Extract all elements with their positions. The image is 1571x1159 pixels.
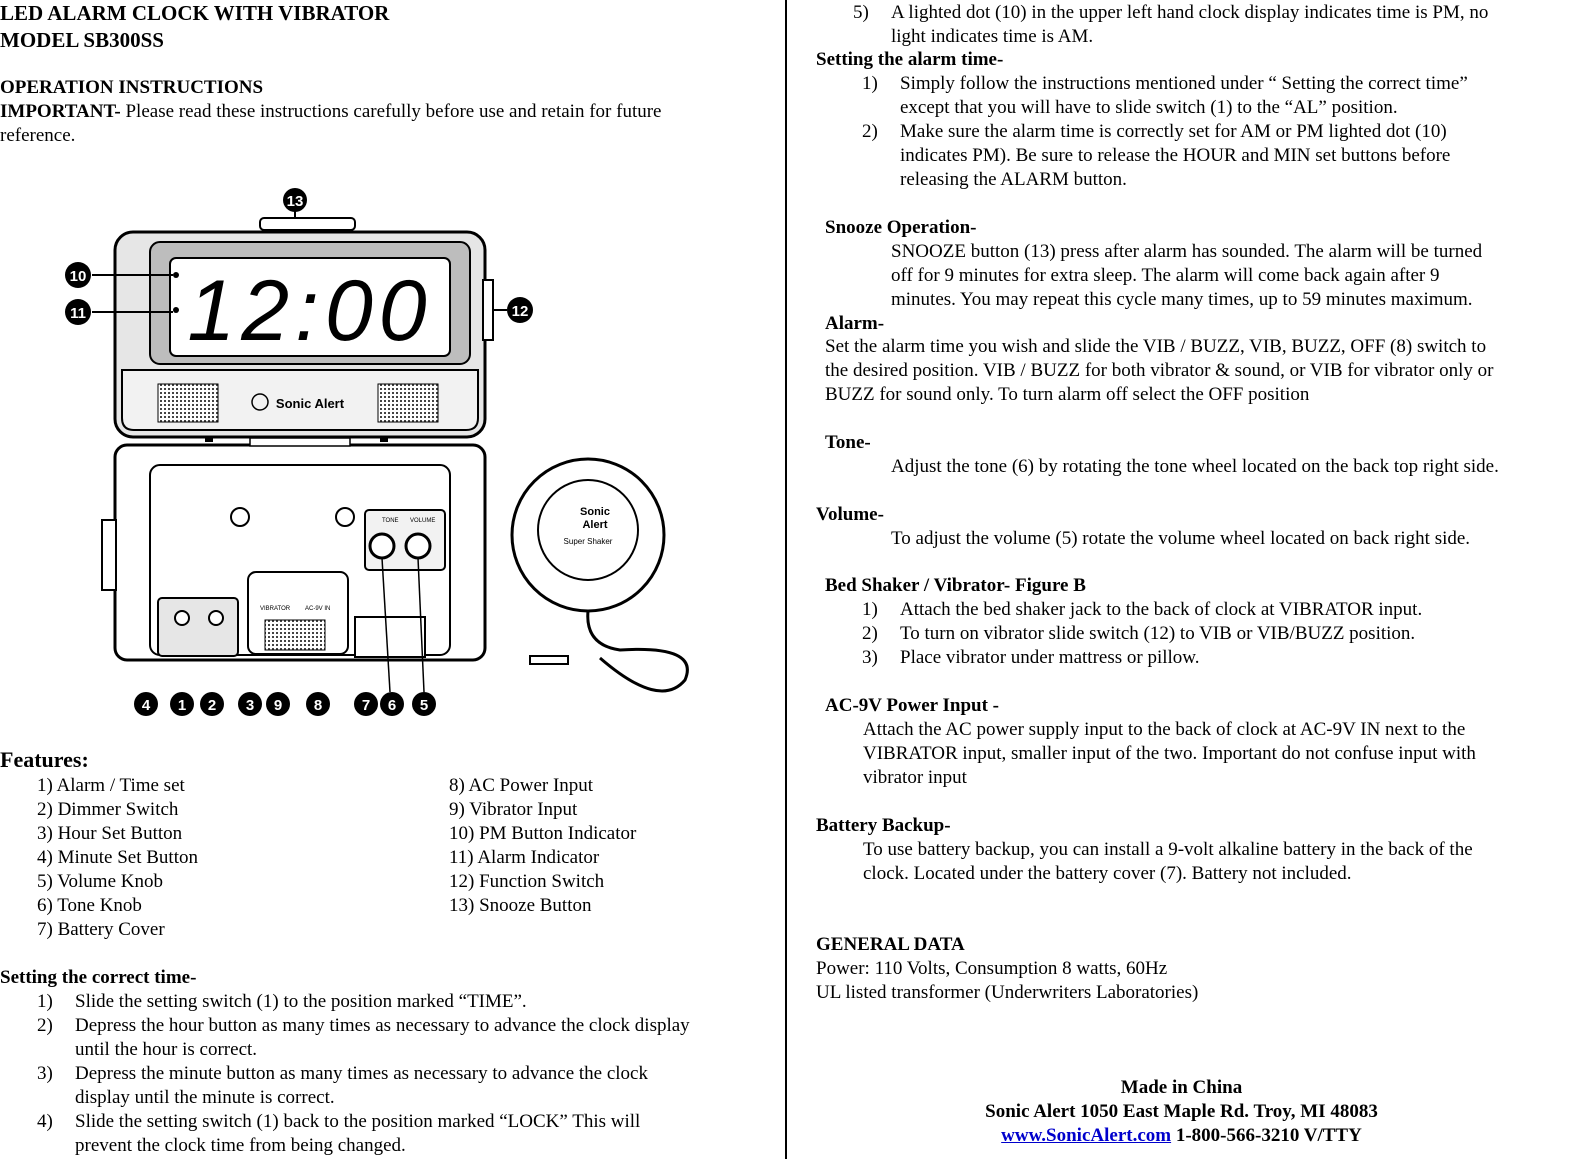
step-number: 2): [37, 1015, 53, 1036]
shaker-plug: [530, 656, 568, 664]
step-text: Attach the bed shaker jack to the back of clock at VIBRATOR input.: [900, 599, 1423, 620]
step-text: Simply follow the instructions mentioned under “ Setting the correct time”: [900, 73, 1468, 94]
volume-knob: [406, 534, 430, 558]
shaker-brand-3: Super Shaker: [563, 537, 613, 546]
step-number: 5): [853, 2, 869, 23]
title-line-1: LED ALARM CLOCK WITH VIBRATOR: [0, 1, 390, 25]
step-text: display until the minute is correct.: [75, 1087, 335, 1108]
svg-text:6: 6: [387, 697, 397, 714]
callout-1: [170, 692, 194, 716]
volume-label: VOLUME: [410, 518, 436, 524]
callout-12: [493, 297, 533, 323]
step-number: 4): [37, 1111, 53, 1132]
important-text: Please read these instructions carefully before use and retain for future: [120, 101, 662, 122]
snooze-text: minutes. You may repeat this cycle many times, up to 59 minutes maximum.: [891, 289, 1473, 310]
title-line-2: MODEL SB300SS: [0, 28, 164, 52]
features-heading: Features:: [0, 747, 89, 772]
svg-text:1: 1: [177, 697, 187, 714]
function-switch: [483, 280, 493, 340]
ac-power-heading: AC-9V Power Input -: [825, 695, 999, 716]
feature-item: 12) Function Switch: [449, 871, 605, 892]
callout-2: [200, 692, 224, 716]
company-address: Sonic Alert 1050 East Maple Rd. Troy, MI 48083: [985, 1101, 1378, 1122]
volume-heading: Volume-: [816, 504, 884, 525]
battery-text: clock. Located under the battery cover (7). Battery not included.: [863, 863, 1352, 884]
general-data-text: UL listed transformer (Underwriters Laboratories): [816, 982, 1199, 1003]
svg-text:11: 11: [70, 305, 86, 322]
step-number: 1): [37, 991, 53, 1012]
callout-9: [266, 692, 290, 716]
snooze-bar: [260, 218, 355, 230]
callout-3: [238, 692, 262, 716]
tone-knob: [370, 534, 394, 558]
step-number: 2): [862, 623, 878, 644]
battery-cover: [355, 617, 425, 657]
important-label: IMPORTANT-: [0, 101, 121, 122]
tone-label: TONE: [382, 518, 399, 524]
feature-item: 1) Alarm / Time set: [37, 775, 185, 796]
shaker-brand-2: Alert: [582, 519, 608, 531]
speaker-grille-left: [158, 384, 218, 422]
snooze-text: off for 9 minutes for extra sleep. The alarm will come back again after 9: [891, 265, 1440, 286]
important-notice: [0, 100, 661, 124]
step-text: except that you will have to slide switch (1) to the “AL” position.: [900, 97, 1398, 118]
callout-13: [283, 188, 307, 218]
alarm-time-heading: Setting the alarm time-: [816, 49, 1004, 70]
clock-diagram: [60, 180, 710, 725]
phone-number: 1-800-566-3210 V/TTY: [1171, 1125, 1362, 1146]
svg-text:8: 8: [313, 697, 323, 714]
ac-power-text: Attach the AC power supply input to the back of clock at AC-9V IN next to the: [863, 719, 1466, 740]
keyhole-left: [231, 508, 249, 526]
step-text: light indicates time is AM.: [891, 26, 1094, 47]
step-text: Place vibrator under mattress or pillow.: [900, 647, 1200, 668]
step-text: Depress the minute button as many times as necessary to advance the clock: [75, 1063, 648, 1084]
alarm-heading: Alarm-: [825, 313, 885, 334]
volume-text: To adjust the volume (5) rotate the volume wheel located on back right side.: [891, 528, 1471, 549]
snooze-heading: Snooze Operation-: [825, 217, 977, 238]
svg-text:9: 9: [273, 697, 283, 714]
svg-text:13: 13: [286, 193, 304, 210]
svg-text:12: 12: [511, 303, 529, 320]
ac-power-text: vibrator input: [863, 767, 967, 788]
step-text: Slide the setting switch (1) back to the position marked “LOCK” This will: [75, 1111, 641, 1132]
feature-item: 3) Hour Set Button: [37, 823, 183, 844]
feature-item: 11) Alarm Indicator: [449, 847, 600, 868]
jack-right: [209, 611, 223, 625]
step-text: until the hour is correct.: [75, 1039, 258, 1060]
alarm-text: the desired position. VIB / BUZZ for both vibrator & sound, or VIB for vibrator only or: [825, 360, 1494, 381]
ac-power-text: VIBRATOR input, smaller input of the two. Important do not confuse input with: [863, 743, 1476, 764]
feature-item: 9) Vibrator Input: [449, 799, 578, 820]
svg-text:4: 4: [141, 697, 151, 714]
battery-heading: Battery Backup-: [816, 815, 951, 836]
callout-8: [306, 692, 330, 716]
foot-right: [380, 436, 388, 442]
back-side-switch: [102, 520, 116, 590]
battery-text: To use battery backup, you can install a 9-volt alkaline battery in the back of the: [863, 839, 1473, 860]
step-text: Slide the setting switch (1) to the position marked “TIME”.: [75, 991, 527, 1012]
step-text: A lighted dot (10) in the upper left hand clock display indicates time is PM, no: [891, 2, 1489, 23]
shaker-cord: [588, 611, 688, 691]
step-number: 3): [862, 647, 878, 668]
step-text: prevent the clock time from being changed.: [75, 1135, 406, 1156]
right-column: [792, 0, 1571, 1159]
step-text: indicates PM). Be sure to release the HOUR and MIN set buttons before: [900, 145, 1451, 166]
feature-item: 6) Tone Knob: [37, 895, 142, 916]
operation-heading: OPERATION INSTRUCTIONS: [0, 77, 264, 98]
step-text: releasing the ALARM button.: [900, 169, 1127, 190]
brand-logo: Sonic Alert: [275, 396, 345, 411]
alarm-text: Set the alarm time you wish and slide the VIB / BUZZ, VIB, BUZZ, OFF (8) switch to: [825, 336, 1487, 357]
input-grille: [265, 620, 325, 650]
foot-left: [205, 436, 213, 442]
svg-text:5: 5: [419, 697, 429, 714]
general-data-heading: GENERAL DATA: [816, 934, 965, 955]
back-top-ridge: [250, 438, 350, 446]
step-number: 1): [862, 73, 878, 94]
tone-text: Adjust the tone (6) by rotating the tone wheel located on the back top right side.: [891, 456, 1499, 477]
bed-shaker-heading: Bed Shaker / Vibrator- Figure B: [825, 575, 1086, 596]
speaker-grille-right: [378, 384, 438, 422]
feature-item: 5) Volume Knob: [37, 871, 163, 892]
snooze-text: SNOOZE button (13) press after alarm has sounded. The alarm will be turned: [891, 241, 1483, 262]
svg-text:10: 10: [69, 268, 87, 285]
feature-item: 2) Dimmer Switch: [37, 799, 179, 820]
feature-item: 13) Snooze Button: [449, 895, 592, 916]
jacks-panel: [158, 598, 238, 656]
svg-text:2: 2: [207, 697, 217, 714]
important-text-2: reference.: [0, 125, 76, 146]
ac-input-label: AC-9V IN: [305, 606, 331, 612]
alarm-dot: [173, 307, 179, 313]
svg-text:3: 3: [245, 697, 255, 714]
step-number: 2): [862, 121, 878, 142]
made-in: Made in China: [1120, 1077, 1243, 1098]
setting-time-heading: Setting the correct time-: [0, 967, 197, 988]
step-number: 3): [37, 1063, 53, 1084]
left-column: [0, 0, 780, 1159]
general-data-text: Power: 110 Volts, Consumption 8 watts, 60Hz: [816, 958, 1168, 979]
alarm-text: BUZZ for sound only. To turn alarm off select the OFF position: [825, 384, 1310, 405]
step-number: 1): [862, 599, 878, 620]
website-link[interactable]: www.SonicAlert.com: [1001, 1125, 1172, 1146]
step-text: Depress the hour button as many times as necessary to advance the clock display: [75, 1015, 690, 1036]
feature-item: 7) Battery Cover: [37, 919, 165, 940]
shaker-brand-1: Sonic: [580, 506, 610, 518]
svg-text:7: 7: [361, 697, 371, 714]
vibrator-input-label: VIBRATOR: [260, 606, 291, 612]
display-time: 12:00: [187, 263, 433, 359]
callout-7: [354, 692, 378, 716]
feature-item: 4) Minute Set Button: [37, 847, 198, 868]
contact-line: [792, 1124, 1571, 1148]
jack-left: [175, 611, 189, 625]
feature-item: 10) PM Button Indicator: [449, 823, 637, 844]
keyhole-right: [336, 508, 354, 526]
feature-item: 8) AC Power Input: [449, 775, 594, 796]
pm-dot: [173, 272, 179, 278]
step-text: To turn on vibrator slide switch (12) to VIB or VIB/BUZZ position.: [900, 623, 1416, 644]
step-text: Make sure the alarm time is correctly set for AM or PM lighted dot (10): [900, 121, 1447, 142]
column-divider: [785, 0, 787, 1159]
tone-heading: Tone-: [825, 432, 871, 453]
callout-4: [134, 692, 158, 716]
